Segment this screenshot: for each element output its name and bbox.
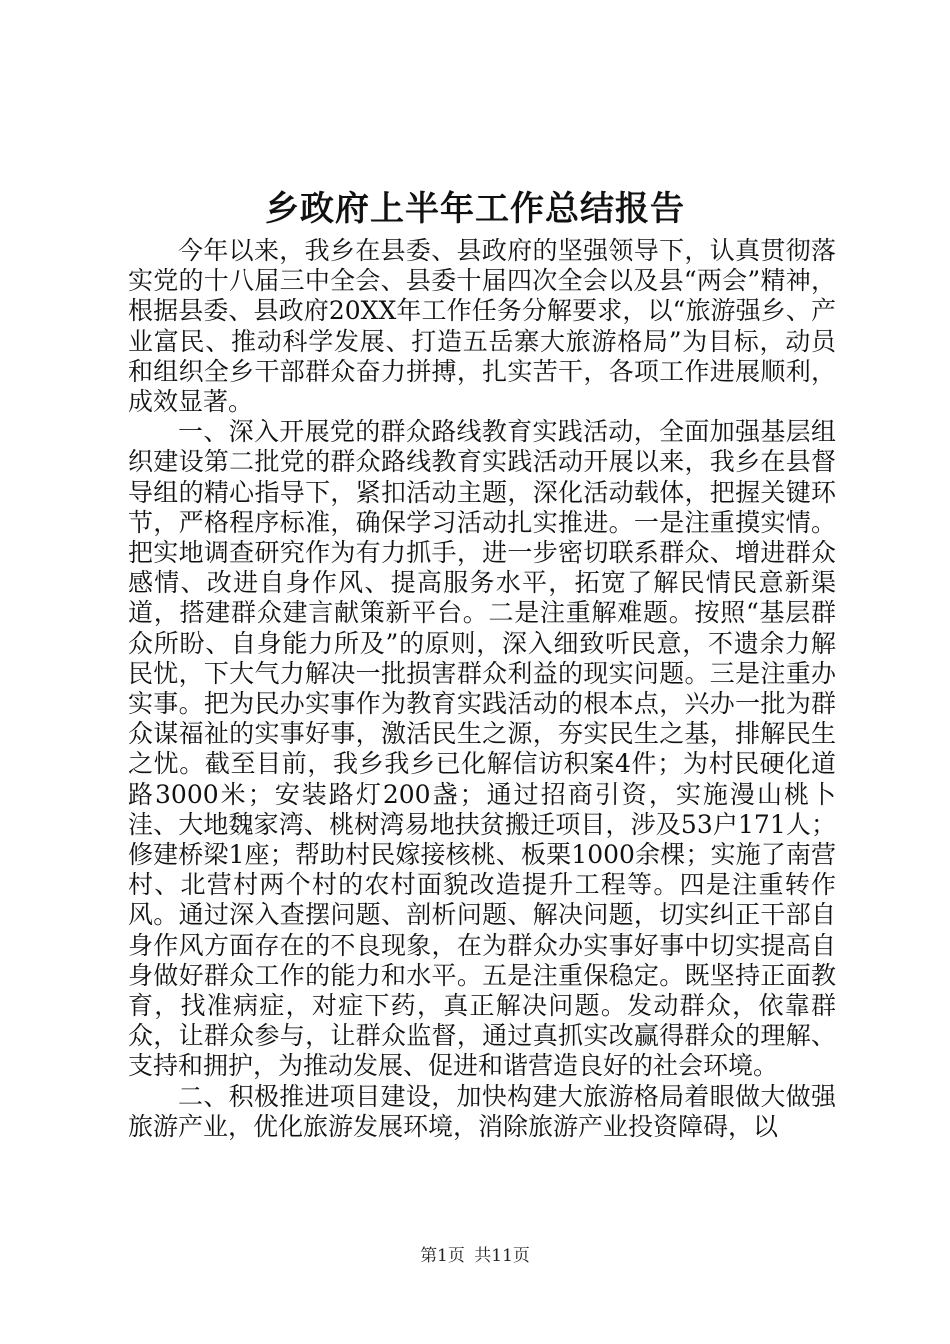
page-total: 共11页	[474, 1246, 530, 1266]
page-footer	[0, 1244, 950, 1268]
document-title: 乡政府上半年工作总结报告	[265, 189, 685, 229]
document-body	[128, 236, 836, 1142]
paragraph-section-1: 一、深入开展党的群众路线教育实践活动，全面加强基层组织建设第二批党的群众路线教育实践活动开展以来，我乡在县督导组的精心指导下，紧扣活动主题，深化活动载体，把握关键环节，严格程序标准，确保学习活动扎实推进。一是注重摸实情。把实地调查研究作为有力抓手，进一步密切联系群众、增进群众感情、改进自身作风、提高服务水平，拓宽了解民情民意新渠道，搭建群众建言献策新平台。二是注重解难题。按照“基层群众所盼、自身能力所及”的原则，深入细致听民意，不遗余力解民忧，下大气力解决一批损害群众利益的现实问题。三是注重办实事。把为民办实事作为教育实践活动的根本点，兴办一批为群众谋福祉的实事好事，激活民生之源，夯实民生之基，排解民生之忧。截至目前，我乡我乡已化解信访积案4件；为村民硬化道路3000米；安装路灯200盏；通过招商引资，实施漫山桃卜洼、大地魏家湾、桃树湾易地扶贫搬迁项目，涉及53户171人；修建桥梁1座；帮助村民嫁接核桃、板栗1000余棵；实施了南营村、北营村两个村的农村面貌改造提升工程等。四是注重转作风。通过深入查摆问题、剖析问题、解决问题，切实纠正干部自身作风方面存在的不良现象，在为群众办实事好事中切实提高自身做好群众工作的能力和水平。五是注重保稳定。既坚持正面教育，找准病症，对症下药，真正解决问题。发动群众，依靠群众，让群众参与，让群众监督，通过真抓实改赢得群众的理解、支持和拥护，为推动发展、促进和谐营造良好的社会环境。	[128, 417, 836, 1081]
paragraph-section-2: 二、积极推进项目建设，加快构建大旅游格局着眼做大做强旅游产业，优化旅游发展环境，消除旅游产业投资障碍，以	[128, 1081, 836, 1141]
paragraph-intro: 今年以来，我乡在县委、县政府的坚强领导下，认真贯彻落实党的十八届三中全会、县委十届四次全会以及县“两会”精神，根据县委、县政府20XX年工作任务分解要求，以“旅游强乡、产业富民、推动科学发展、打造五岳寨大旅游格局”为目标，动员和组织全乡干部群众奋力拼搏，扎实苦干，各项工作进展顺利，成效显著。	[128, 236, 836, 417]
page-number: 第1页	[420, 1246, 465, 1266]
